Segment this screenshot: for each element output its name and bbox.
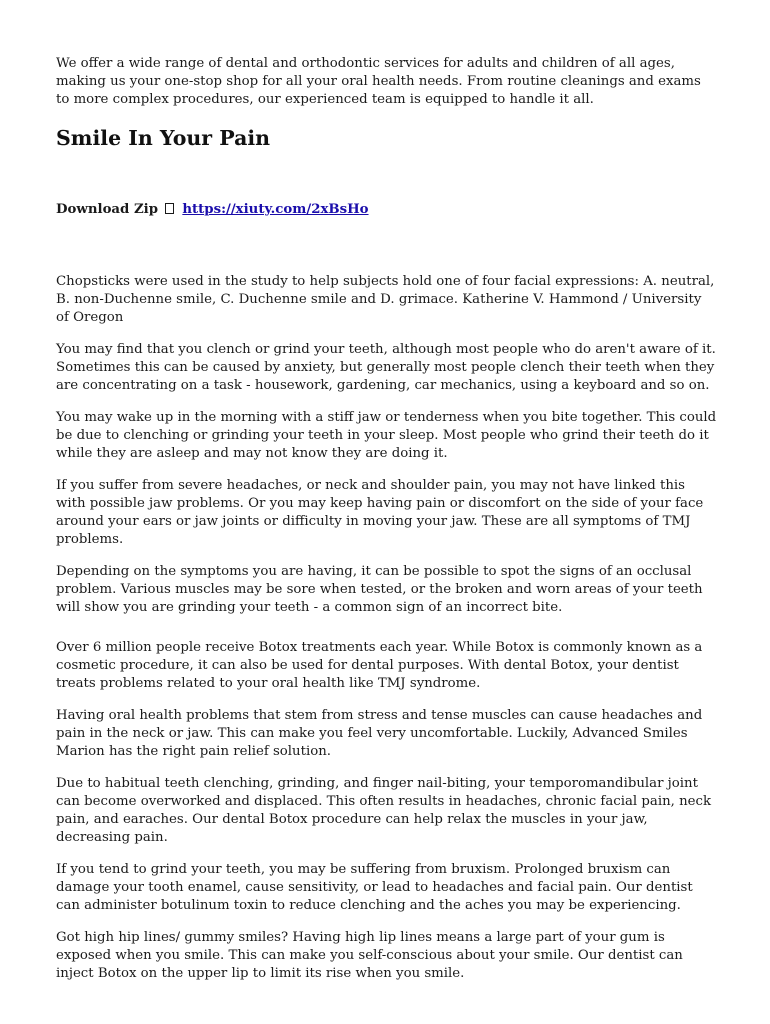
body-paragraph: If you tend to grind your teeth, you may be suffering from bruxism. Prolonged bruxism can damage your tooth enamel, cause sensitivity, or lead to headaches and facial pain. Our dentist can administer botulinum toxin to reduce clenching and the aches you may be experiencing. — [56, 862, 693, 913]
spacer — [56, 631, 718, 639]
body-paragraph: Depending on the symptoms you are having, it can be possible to spot the signs of an occlusal problem. Various muscles may be sore when tested, or the broken and worn areas of your teeth will show you are grinding your teeth - a common sign of an incorrect bite. — [56, 564, 703, 615]
body-paragraph: Got high hip lines/ gummy smiles? Having high lip lines means a large part of your gum is exposed when you smile. This can make you self-conscious about your smile. Our dentist can inject Botox on the upper lip to limit its rise when you smile. — [56, 930, 683, 981]
intro-paragraph: We offer a wide range of dental and orthodontic services for adults and children of all ages, making us your one-stop shop for all your oral health needs. From routine cleanings and exams to more complex procedures, our experienced team is equipped to handle it all. — [56, 56, 701, 107]
download-line — [56, 201, 718, 219]
body-paragraph: Due to habitual teeth clenching, grinding, and finger nail-biting, your temporomandibular joint can become overworked and displaced. This often results in headaches, chronic facial pain, neck pain, and earaches. Our dental Botox procedure can help relax the muscles in your jaw, decreasing pain. — [56, 776, 712, 845]
body-paragraph: Over 6 million people receive Botox treatments each year. While Botox is commonly known as a cosmetic procedure, it can also be used for dental purposes. With dental Botox, your dentist treats problems related to your oral health like TMJ syndrome. — [56, 640, 703, 691]
download-label: Download Zip — [56, 202, 159, 217]
body-paragraph: If you suffer from severe headaches, or neck and shoulder pain, you may not have linked this with possible jaw problems. Or you may keep having pain or discomfort on the side of your face around your ears or jaw joints or difficulty in moving your jaw. These are all symptoms of TMJ problems. — [56, 478, 704, 547]
body-paragraph: You may find that you clench or grind your teeth, although most people who do aren't aware of it. Sometimes this can be caused by anxiety, but generally most people clench their teeth when they are concentrating on a task - housework, gardening, car mechanics, using a keyboard and so on. — [56, 342, 716, 393]
spacer — [56, 219, 718, 273]
document-page — [56, 55, 718, 997]
page-title: Smile In Your Pain — [56, 126, 271, 150]
body-paragraph: Chopsticks were used in the study to help subjects hold one of four facial expressions: A. neutral, B. non-Duchenne smile, C. Duchenne smile and D. grimace. Katherine V. Hammond / University of Oregon — [56, 274, 715, 325]
body-paragraph: You may wake up in the morning with a stiff jaw or tenderness when you bite together. This could be due to clenching or grinding your teeth in your sleep. Most people who grind their teeth do it while they are asleep and may not know they are doing it. — [56, 410, 717, 461]
missing-glyph-icon — [165, 203, 174, 214]
body-paragraph: Having oral health problems that stem from stress and tense muscles can cause headaches and pain in the neck or jaw. This can make you feel very uncomfortable. Luckily, Advanced Smiles Marion has the right pain relief solution. — [56, 708, 703, 759]
download-link[interactable]: https://xiuty.com/2xBsHo — [182, 202, 369, 217]
